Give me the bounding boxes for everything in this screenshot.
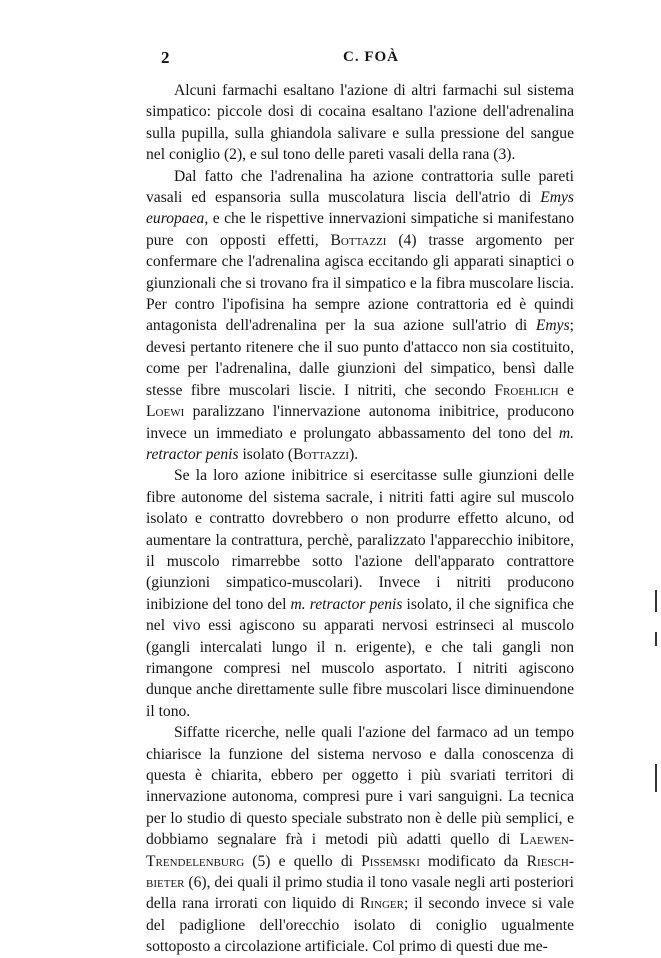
italic-term: Emys bbox=[535, 317, 570, 335]
paragraph bbox=[146, 465, 574, 722]
scan-edge-mark bbox=[655, 764, 657, 792]
author-name: Laewen-Trendelenburg bbox=[146, 831, 574, 870]
text-run: isolato, il che significa che nel vivo essi agiscono su apparati nervosi estrinseci al muscolo (gangli intercalati lungo il n. erigente), e che tali gangli non rimangone compresi nel muscolo asportato. I nitriti agiscono dunque anche direttamente sulle fibre muscolari lisce diminuendone il tono. bbox=[146, 595, 574, 720]
text-run: (5) e quello di bbox=[244, 852, 362, 870]
text-run: , e che le rispettive innervazioni simpatiche si manifestano pure con opposti effetti, bbox=[146, 210, 574, 249]
page-number: 2 bbox=[161, 48, 170, 67]
scan-edge-mark bbox=[655, 632, 657, 646]
text-run: isolato ( bbox=[238, 445, 294, 463]
paragraph bbox=[146, 166, 574, 466]
author-name: Loewi bbox=[146, 403, 185, 421]
paragraph bbox=[146, 722, 574, 957]
text-run: ; il secondo invece si vale del padiglione dell'orecchio isolato di coniglio ugualmente sottoposto a circolazione artificiale. Col primo di questi due me- bbox=[146, 895, 575, 956]
author-name: Ringer bbox=[359, 895, 404, 913]
text-run: ). bbox=[349, 445, 359, 463]
author-name: Riesch-bieter bbox=[146, 852, 575, 892]
text-run: modificato da bbox=[419, 852, 527, 870]
author-name: Pissemski bbox=[361, 852, 420, 870]
text-run: paralizzano l'innervazione autonoma inibitrice, producono invece un immediato e prolungato abbassamento del tono del bbox=[146, 403, 574, 442]
italic-term: m. retractor penis bbox=[290, 595, 403, 613]
author-name: Froehlich bbox=[494, 381, 559, 399]
author-name: Bottazzi bbox=[330, 231, 387, 249]
body-text bbox=[146, 80, 574, 958]
text-run: ; devesi pertanto ritenere che il suo punto d'attacco non sia costituito, come per l'adrenalina, dalle giunzioni del simpatico, bensì dalle stesse fibre muscolari liscie. I nitriti, che secondo bbox=[146, 317, 574, 399]
paragraph bbox=[146, 80, 574, 166]
text-run: e bbox=[558, 381, 574, 399]
scan-edge-mark bbox=[655, 590, 657, 612]
text-run: (4) trasse argomento per confermare che l'adrenalina agisca eccitando gli apparati sinaptici o giunzionali che si trovano fra il simpatico e la fibra muscolare liscia. Per contro l'ipofisina ha sempre azione contrattoria ed è quindi antagonista dell'adrenalina per la sua azione sull'atrio di bbox=[146, 231, 574, 335]
text-run: Dal fatto che l'adrenalina ha azione contrattoria sulle pareti vasali ed espansoria sulla muscolatura liscia dell'atrio di bbox=[146, 167, 574, 207]
italic-term: m. retractor penis bbox=[146, 424, 574, 463]
author-name: Bottazzi bbox=[293, 445, 350, 463]
text-run: Siffatte ricerche, nelle quali l'azione del farmaco ad un tempo chiarisce la funzione del sistema nervoso e dalla conoscenza di questa è chiarita, ebbero per oggetto i più svariati territori di innervazione autonoma, compresi pure i vari sanguigni. La tecnica per lo studio di questo speciale substrato non è delle più semplici, e dobbiamo segnalare frà i metodi più adatti quello di bbox=[146, 724, 574, 849]
text-run: Se la loro azione inibitrice si esercitasse sulle giunzioni delle fibre autonome del sistema sacrale, i nitriti fatti agire sul muscolo isolato e contratto dovrebbero o non produrre effetto alcuno, od aumentare la contrattura, perchè, paralizzato l'apparecchio inibitore, il muscolo rimarrebbe sotto l'azione dell'apparato contrattore (giunzioni simpatico-muscolari). Invece i nitriti producono inibizione del tono del bbox=[146, 467, 574, 613]
text-run: Alcuni farmachi esaltano l'azione di altri farmachi sul sistema simpatico: piccole dosi di cocaina esaltano l'azione dell'adrenalina sulla pupilla, sulla ghiandola salivare e sulla pressione del sangue nel coniglio (2), e sul tono delle pareti vasali della rana (3). bbox=[146, 82, 574, 164]
running-head: C. FOÀ bbox=[343, 49, 399, 65]
italic-term: Emys europaea bbox=[146, 189, 574, 228]
text-run: (6), dei quali il primo studia il tono vasale negli arti posteriori della rana irrorati con liquido di bbox=[146, 874, 574, 913]
